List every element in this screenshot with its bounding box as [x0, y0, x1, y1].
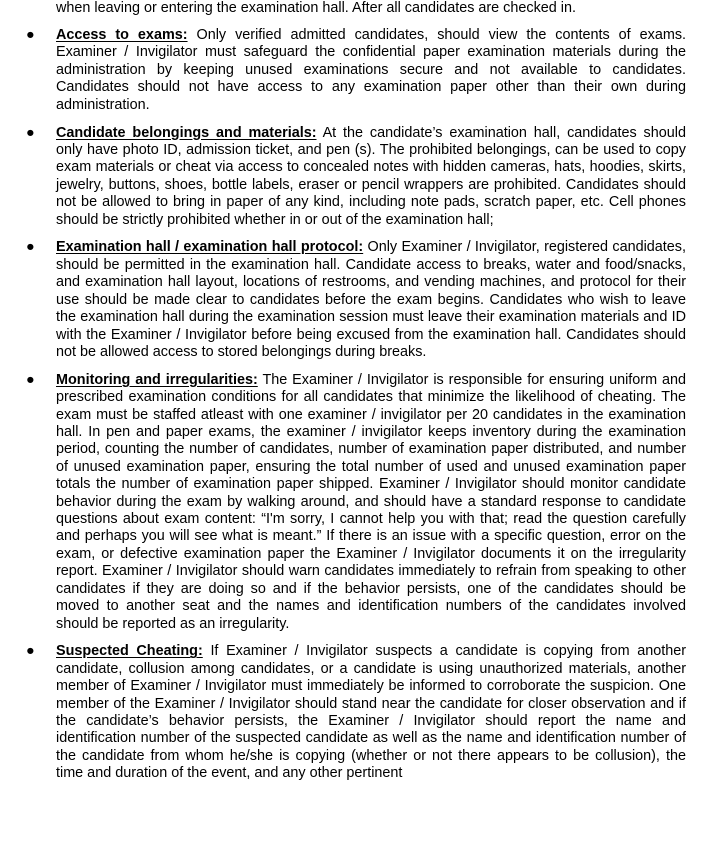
item-body: The Examiner / Invigilator is responsible for ensuring uniform and prescribed examination conditions for all candidates that minimize the likelihood of cheating. The exam must be staffed atleast with one examiner / invigilator per 20 candidates in the examination hall. In pen and paper exams, the examiner / invigilator keeps inventory during the examination period, counting the number of candidates, number of examination paper distributed, and number of unused examination paper, ensuring the total number of used and unused examination paper totals the number of examination paper shipped. Examiner / Invigilator should monitor candidate behavior during the exam by walking around, and should have a standard response to candidate questions about exam content: “I'm sorry, I cannot help you with that; read the question carefully and perhaps you will see what is meant.” If there is an issue with a specific question, error on the exam, or defective examination paper the Examiner / Invigilator documents it on the irregularity report. Examiner / Invigilator should warn candidates immediately to refrain from speaking to other candidates if they are doing so and if the behavior persists, one of the candidates should be moved to another seat and the names and identification numbers of the candidates involved should be reported as an irregularity. [56, 371, 686, 632]
list-item-suspected-cheating [0, 643, 686, 782]
item-heading: Access to exams: [56, 27, 188, 43]
item-body: If Examiner / Invigilator suspects a candidate is copying from another candidate, collusion among candidates, or a candidate is using unauthorized materials, another member of Examiner / Invigilator must immediately be informed to corroborate the suspicion. One member of the Examiner / Invigilator should stand near the candidate for closer observation and if the candidate’s behavior persists, the Examiner / Invigilator should report the name and identification number of the suspected candidate as well as the name and identification number of the candidate from whom he/she is copying (whether or not there appears to be collusion), the time and duration of the event, and any other pertinent [56, 643, 687, 782]
item-body: Only verified admitted candidates, should view the contents of exams. Examiner / Invigilator must safeguard the confidential paper examination materials during the administration by keeping unused examinations secure and not available to candidates. Candidates should not have access to any examination paper other than their own during administration. [56, 27, 687, 113]
item-body: Only Examiner / Invigilator, registered candidates, should be permitted in the examination hall. Candidate access to breaks, water and food/snacks, and examination hall layout, locations of restrooms, and vending machines, and protocol for their use should be made clear to candidates before the exam begins. Candidates who wish to leave the examination hall during the examination session must leave their examination materials and ID with the Examiner / Invigilator before being excused from the examination hall. Candidates should not be allowed access to stored belongings during breaks. [56, 239, 687, 360]
list-item-examination-hall-protocol [0, 239, 686, 361]
item-heading: Monitoring and irregularities: [56, 371, 258, 388]
list-item-monitoring-irregularities [0, 372, 686, 633]
continued-text-line: when leaving or entering the examination hall. After all candidates are checked in. [56, 0, 576, 16]
bullet-icon: ● [26, 239, 35, 256]
bullet-icon: ● [26, 27, 35, 43]
item-heading: Candidate belongings and materials: [56, 124, 317, 141]
list-item-access-to-exams [0, 27, 686, 114]
bullet-icon: ● [26, 124, 35, 141]
item-heading: Examination hall / examination hall protocol: [56, 239, 364, 256]
bullet-icon: ● [26, 371, 35, 388]
list-item-candidate-belongings [0, 125, 686, 229]
item-heading: Suspected Cheating: [56, 643, 203, 660]
bullet-icon: ● [26, 643, 35, 660]
item-body: At the candidate’s examination hall, candidates should only have photo ID, admission ticket, and pen (s). The prohibited belongings, can be used to copy exam materials or cheat via access to concealed notes with hidden cameras, hats, hoodies, skirts, jewelry, buttons, shoes, bottle labels, eraser or pencil wrappers are prohibited. Candidates should not be allowed to bring in paper of any kind, including note pads, scratch paper, etc. Cell phones should be strictly prohibited whether in or out of the examination hall; [56, 124, 686, 228]
rules-list [0, 27, 706, 793]
